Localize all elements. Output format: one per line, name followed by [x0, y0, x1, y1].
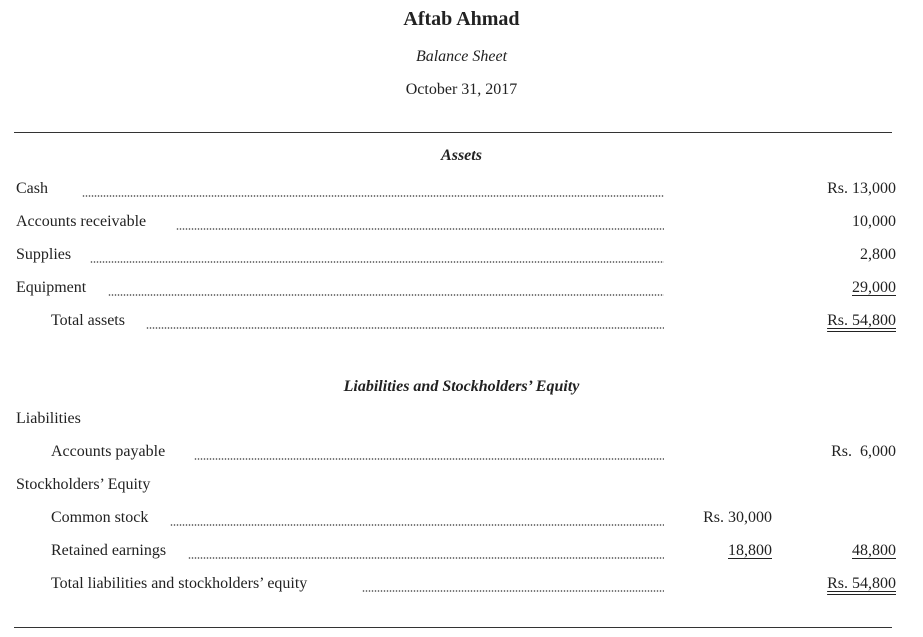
- stockholders-equity-label: Stockholders’ Equity: [16, 476, 154, 494]
- total-liabilities-equity-label: Total liabilities and stockholders’ equity: [51, 575, 311, 593]
- leader-dots: [146, 327, 664, 329]
- retained-earnings-amount: 18,800: [728, 542, 772, 559]
- total-liabilities-equity-amount: Rs. 54,800: [827, 575, 896, 592]
- assets-heading: Assets: [441, 147, 482, 164]
- total-equity-amount: 48,800: [852, 542, 896, 559]
- leader-dots: [108, 294, 664, 296]
- company-name: Aftab Ahmad: [403, 8, 520, 30]
- leader-dots: [194, 458, 664, 460]
- cash-label: Cash: [16, 180, 52, 198]
- cash-amount: Rs. 13,000: [827, 180, 896, 197]
- bottom-divider: [14, 627, 892, 628]
- accounts-receivable-amount: 10,000: [852, 213, 896, 230]
- common-stock-label: Common stock: [51, 509, 149, 526]
- leader-dots: [188, 557, 664, 559]
- leader-dots: [362, 590, 664, 592]
- accounts-payable-label: Accounts payable: [51, 443, 169, 461]
- supplies-amount: 2,800: [860, 246, 896, 263]
- statement-date: October 31, 2017: [405, 81, 518, 98]
- leader-dots: [170, 524, 664, 526]
- equipment-amount: 29,000: [852, 279, 896, 296]
- equipment-label: Equipment: [16, 279, 90, 297]
- top-divider: [14, 132, 892, 133]
- statement-title: Balance Sheet: [415, 48, 508, 65]
- total-assets-label: Total assets: [51, 312, 129, 330]
- supplies-label: Supplies: [16, 246, 75, 264]
- retained-earnings-label: Retained earnings: [51, 542, 170, 560]
- leader-dots: [90, 261, 664, 263]
- common-stock-amount: Rs. 30,000: [703, 509, 772, 526]
- total-assets-amount: Rs. 54,800: [827, 312, 896, 329]
- liabilities-equity-heading: Liabilities and Stockholders’ Equity: [343, 378, 580, 395]
- liabilities-label: Liabilities: [16, 410, 85, 428]
- leader-dots: [82, 195, 664, 197]
- accounts-receivable-label: Accounts receivable: [16, 213, 150, 231]
- accounts-payable-amount: Rs. 6,000: [831, 443, 896, 460]
- leader-dots: [176, 228, 664, 230]
